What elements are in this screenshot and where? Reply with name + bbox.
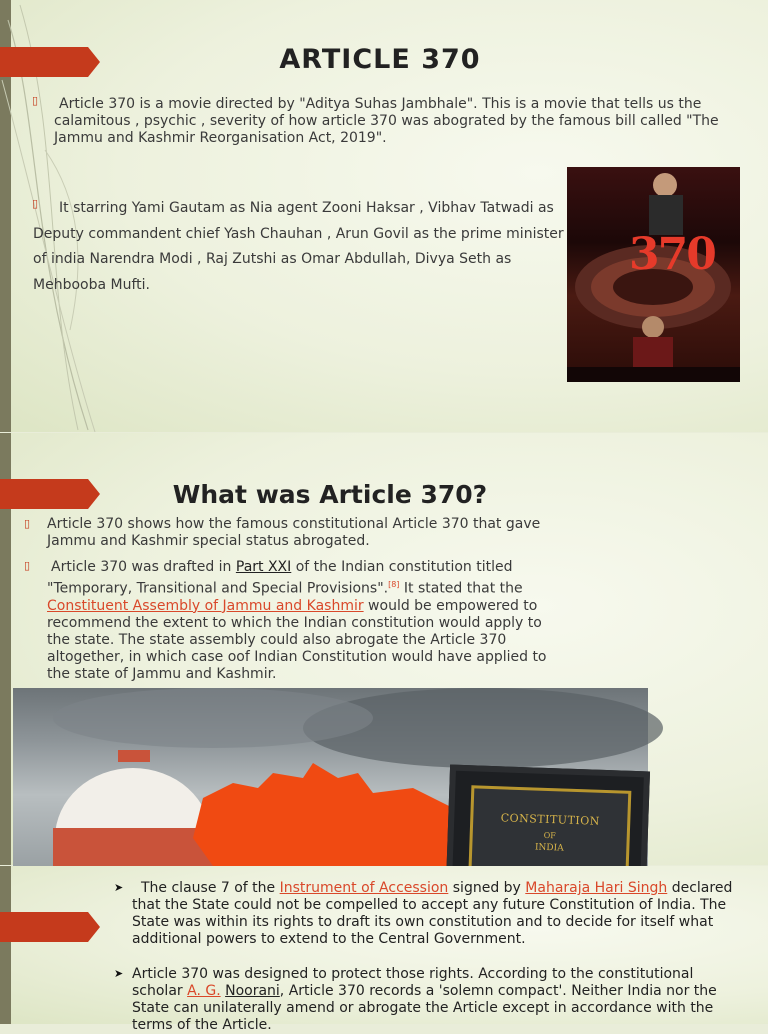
- bullet-marker: ▯: [24, 559, 31, 572]
- bullet-2-line: Deputy commandent chief Yash Chauhan , Arun Govil as the prime minister: [33, 225, 564, 242]
- citation-8-link[interactable]: [8]: [388, 580, 400, 589]
- text-run: of the Indian constitution titled "Temporary, Transitional and Special Provisions".: [47, 559, 513, 597]
- bullet-2-line: It starring Yami Gautam as Nia agent Zooni Haksar , Vibhav Tatwadi as: [59, 200, 554, 216]
- bullet-2-line: Mehbooba Mufti.: [33, 276, 150, 293]
- maharaja-hari-singh-link[interactable]: Maharaja Hari Singh: [525, 880, 668, 896]
- slide-1-title: ARTICLE 370: [279, 44, 481, 75]
- slide-2-bullet-1: Article 370 shows how the famous constitutional Article 370 that gave Jammu and Kashmir special status abrogated.: [47, 516, 541, 549]
- title-arrow-tab: [0, 47, 100, 77]
- bullet-marker: ▯: [32, 94, 39, 107]
- slide-3: [0, 866, 768, 1033]
- title-arrow-tab: [0, 479, 100, 509]
- book-of: OF: [543, 830, 556, 841]
- text-run: Article 370 was drafted in: [51, 559, 236, 575]
- slide-2-bullet-2: [47, 559, 567, 683]
- part-xxi-link[interactable]: Part XXI: [235, 559, 292, 575]
- text-run: It stated that the: [399, 580, 523, 597]
- instrument-of-accession-link[interactable]: Instrument of Accession: [279, 880, 449, 896]
- poster-title-number: 370: [629, 229, 715, 280]
- text-run: would be empowered to recommend the extent to which the Indian constitution would apply to the state. The state assembly could also abrogate the Article 370 altogether, in which case oof Indian Constitution would have applied to the state of Jammu and Kashmir.: [47, 597, 547, 682]
- slide-2-title: What was Article 370?: [172, 480, 488, 509]
- slide-1-bullet-1: Article 370 is a movie directed by "Aditya Suhas Jambhale". This is a movie that tells us the calamitous , psychic , severity of how article 370 was abograted by the famous bill called "The Jammu and Kashmir Reorganisation Act, 2019".: [54, 96, 719, 146]
- constituent-assembly-link[interactable]: Constituent Assembly of Jammu and Kashmir: [47, 597, 364, 614]
- slide-3-bullet-2: [132, 966, 742, 1034]
- bullet-marker: ▯: [32, 197, 39, 210]
- slide-left-bar: [0, 866, 11, 1024]
- text-run: The clause 7 of the: [141, 880, 280, 896]
- bullet-marker: ▯: [24, 517, 31, 530]
- slide-3-bullet-1: [132, 880, 742, 948]
- book-india: INDIA: [534, 842, 564, 854]
- bullet-2-line: of india Narendra Modi , Raj Zutshi as Omar Abdullah, Divya Seth as: [33, 251, 512, 267]
- arrow-bullet-icon: ➤: [114, 881, 124, 894]
- movie-poster-image: [567, 167, 740, 382]
- arrow-bullet-icon: ➤: [114, 967, 124, 980]
- noorani-link[interactable]: Noorani: [225, 983, 280, 999]
- parliament-map-image: [13, 688, 648, 866]
- ag-link[interactable]: A. G.: [187, 983, 221, 999]
- text-run: , Article 370 records a 'solemn compact'. Neither India nor the State can unilaterally amend or abrogate the Article except in accordance with the terms of the Article.: [132, 983, 717, 1033]
- slide-2: [0, 433, 768, 865]
- slide-1: [0, 0, 768, 432]
- text-run: Article 370 was designed to protect those rights. According to the constitutional scholar: [132, 966, 694, 999]
- text-run: signed by: [448, 880, 526, 896]
- slide-1-bullet-2: [33, 196, 573, 298]
- book-title: CONSTITUTION: [500, 811, 601, 828]
- title-arrow-tab: [0, 912, 100, 942]
- text-run: declared that the State could not be compelled to accept any future Constitution of India. The State was within its rights to draft its own constitution and to decide for itself what additional powers to extend to the Central Government.: [132, 880, 733, 947]
